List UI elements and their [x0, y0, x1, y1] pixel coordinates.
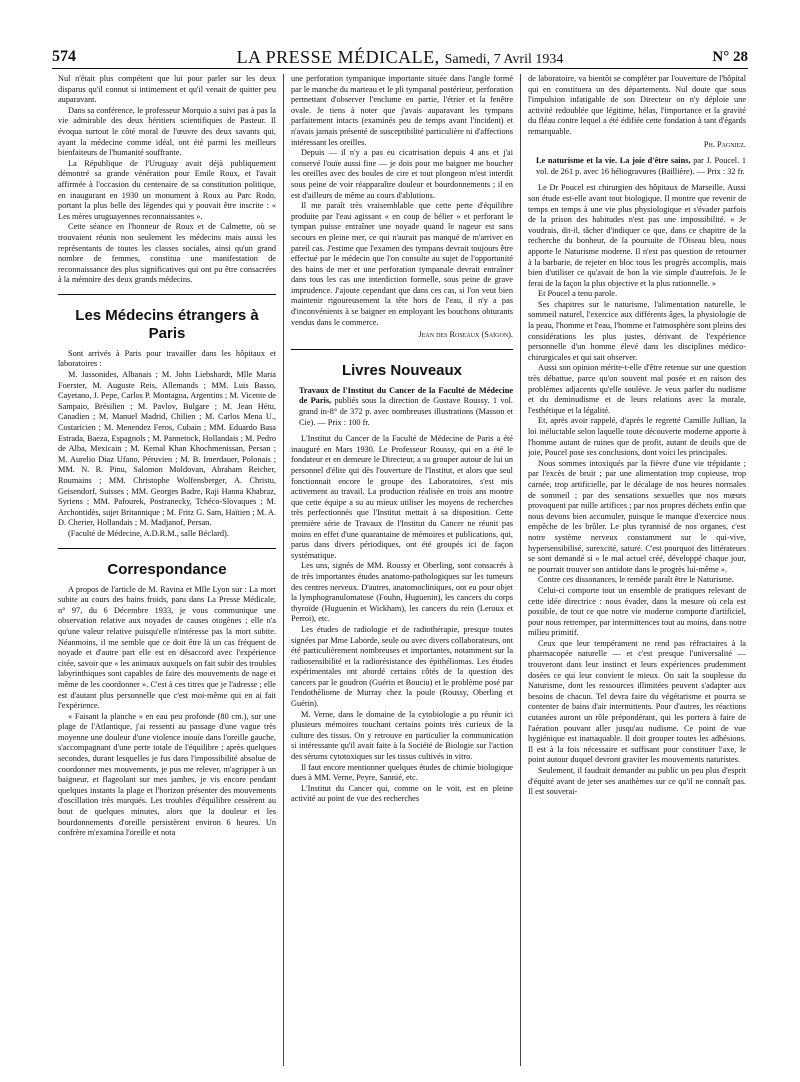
paragraph: Les études de radiologie et de radiothérapie, presque toutes signées par Mme Laborde, seule ou avec divers collaborateurs, ont été particulièrement nombreuses et importantes, notamment sur la radiosensibilité et la radiorésistance des épithéliomas. Les études expérimentales ont abordé certains côtés de la question des cancers par le goudron (Guérin et Bouciu) et le problème posé par l'endothéliome de Murray chez la poule (Roussy, Oberling et Guérin).: [291, 624, 513, 709]
paragraph: Les uns, signés de MM. Roussy et Oberling, sont consacrés à de très importantes études anatomo-pathologiques sur les tumeurs des centres nerveux. D'autres, anatomocliniques, ont eu pour objet la lymphogranulomatose (Fouhn, Huguenin), les cancers du corps thyroïde (Huguenin et Wickham), les cancers du rein (Leroux et Perroi), etc.: [291, 561, 513, 624]
paragraph: « Faisant la planche » en eau peu profonde (80 cm.), sur une plage de l'Atlantique, j'ai ressenti au passage d'une vague très moyenne une douleur d'une violence inouïe dans l'oreille gauche, s'accompagnant d'une perte totale de l'équilibre ; après quelques secondes, durant lesquelles je fus dans l'impossibilité absolue de coordonner mes mouvements, je pus me relever, m'agripper à un baigneur, et flageolant sur mes jambes, je vis encore pendant quelques instants la plage et l'horizon présenter des mouvements d'oscillation très marqués. Les troubles d'équilibre cessèrent au bout de quelques minutes, alors que la douleur et les bourdonnements d'oreille persistèrent environ 6 heures. Un confrère m'examina l'oreille et nota: [58, 711, 276, 838]
column-divider: [283, 74, 284, 1066]
paragraph: L'Institut du Cancer de la Faculté de Médecine de Paris a été inauguré en Mars 1930. Le Professeur Roussy, qui en a été le fondateur et en demeure le Directeur, a su grouper autour de lui un personnel d'élite qui dès l'ouverture de l'Institut, et alors que seul fonctionnait encore le groupe des Laboratoires, s'est mis activement au travail. La production réalisée en trois ans montre que cette équipe a su au mieux utiliser les moyens de recherches très perfectionnés que l'Institut mettait à sa disposition. Cette première série de Travaux de l'Institut du Cancer ne réunit pas moins en effet d'une quarantaine de mémoires et publications, qui, parus dans divers périodiques, ont été groupés ici de façon systématique.: [291, 434, 513, 560]
issue-number: N° 28: [712, 48, 748, 65]
paragraph: Ceux que leur tempérament ne rend pas réfractaires à la pharmacopée naturelle — et c'est presque l'universalité — trouveront dans leur instinct et leurs expériences prudemment dosées ce qui leur convient le mieux. On sait la souplesse du Naturisme, dont les ressources illimitées peuvent s'adapter aux besoins de chacun. Tel devra faire du végétarisme et pourra se contenter de bains d'air intermittents. Pour d'autres, les réactions cutanées auront un rôle prépondérant, qui les portera à faire de l'aération pouvant aller jusqu'au nudisme. Ce point de vue hygiénique est inattaquable. Il doit grouper toutes les adhésions. Il est à la fois nécessaire et suffisant pour constituer l'axe, le point autour duquel devront graviter les mouvements naturistes.: [528, 638, 746, 765]
page-header: [52, 46, 748, 69]
book-meta: par J. Poucel. 1 vol. de 261 p. avec 16 héliogravures (Baillière). — Prix : 32 fr.: [536, 156, 746, 176]
paragraph: A propos de l'article de M. Ravina et Mlle Lyon sur : La mort subite au cours des bains froids, paru dans La Presse Médicale, n° 97, du 6 Décembre 1933, je vous communique une observation relative aux noyades de causes otogènes ; elle n'a qu'une valeur relative puisqu'elle n'intéresse pas la mort subite. Néanmoins, il me semble que ce doit être là un cas fréquent de noyade et d'autre part elle est en désaccord avec l'expérience citée, savoir que « les animaux auxquels on fait subir des troubles labyrinthiques sont capables de faire des mouvements de nage et même de les coordonner ». C'est à ces titres que je l'adresse ; elle est d'autant plus personnelle que c'est moi-même qui en ai fait l'expérience.: [58, 584, 276, 711]
paragraph: une perforation tympanique importante située dans l'angle formé par le manche du marteau et le pli tympanal postérieur, perforation permettant d'observer l'enclume en partie, l'étrier et la fenêtre ovale. Je tiens à noter que j'avais auparavant les tympans parfaitement intacts (examinés peu de temps avant l'incident) et n'avais jamais présenté de susceptibilité particulière ni d'affections intéressant les oreilles.: [291, 74, 513, 147]
book-entry: [528, 156, 746, 177]
paragraph: Il me paraît très vraisemblable que cette perte d'équilibre produite par l'eau agissant « en coup de bélier » et perforant le tympan puisse entraîner une noyade quand le nageur est sans secours en pleine mer, ce qui n'aurait pas manqué de m'arriver en pareil cas. J'estime que l'examen des tympans devrait toujours être effectué par le médecin que l'on consulte au sujet de l'opportunité des bains de mer et une perforation tympanale devrait entraîner dans tous les cas une interdiction formelle, sous peine de grave imprudence. J'ajoute cependant que dans ces cas, si l'on veut bien maintenir rigoureusement la tête hors de l'eau, il n'y a pas d'inconvénients à se baigner en employant les bouchons obturants vendus dans le commerce.: [291, 201, 513, 327]
paragraph: Et, après avoir rappelé, d'après le regretté Camille Jullian, la loi inéluctable selon laquelle toute découverte moderne apporte à l'homme autant de ruines que de profit, autant de deuils que de joie, Poucel pose ses conclusions, dont voici les principales.: [528, 416, 746, 458]
paragraph: Nous sommes intoxiqués par la fièvre d'une vie trépidante ; par l'excès de bruit ; par une alimentation trop copieuse, trop carnée, trop artificielle, par le décalage de nos heures normales de sommeil ; par des sensations sexuelles que nos mœurs provoquent par mille artifices ; par nos propres déchets enfin que nous devons bien accumuler, puisque le manque d'exercice nous empêche de les brûler. Le plus tyrannisé de nos organes, c'est notre système nerveux constamment sur le qui-vive, hypersensibilisé, surexcité, saturé. C'est pourquoi des littérateurs se sont demandé si « le mal actuel créé, développé chaque jour, ne pourrait trouver son antidote dans le progrès lui-même ».: [528, 458, 746, 574]
section-heading: Correspondance: [58, 548, 276, 579]
book-entry: [291, 386, 513, 428]
column-1: [58, 74, 276, 1066]
paragraph: Cette séance en l'honneur de Roux et de Calmette, où se trouvaient réunis non seulement les médecins mais aussi les représentants de toutes les classes sociales, ainsi qu'un grand nombre de femmes, constitua une manifestation de reconnaissance des plus significatives qui ont pu être consacrées à la mémoire des deux grands médecins.: [58, 222, 276, 285]
paragraph: Contre ces dissonances, le remède paraît être le Naturisme.: [538, 575, 734, 585]
book-meta: publiés sous la direction de Gustave Roussy. 1 vol. grand in-8° de 372 p. avec nombreuses illustrations (Masson et Cie). — Prix : 100 fr.: [299, 396, 513, 427]
signature: Jean des Roseaux (Saïgon).: [418, 330, 513, 340]
journal-title: [122, 47, 678, 68]
paragraph: Depuis — il n'y a pas eu cicatrisation depuis 4 ans et j'ai conservé l'ouïe aussi fine — je dois pour me baigner me boucher les oreilles avec des boules de cire et tout plongeon m'est interdit sous peine de voir réapparaître douleur et bourdonnements ; il en est d'ailleurs de même au cours d'ablutions.: [291, 148, 513, 200]
book-title: Le naturisme et la vie. La joie d'être sains,: [536, 156, 691, 166]
paragraph: Dans sa conférence, le professeur Morquio a suivi pas à pas la vie admirable des deux héritiers scientifiques de Pasteur. Il évoqua surtout le côté moral de l'œuvre des deux savants qui, ayant la médecine comme idéal, ont été parmi les meilleurs bienfaiteurs de l'humanité souffrante.: [58, 105, 276, 158]
paragraph: Et Poucel a tenu parole.: [538, 289, 618, 299]
paragraph: de laboratoire, va bientôt se compléter par l'ouverture de l'hôpital qui en constituera un des départements. Nul doute que sous l'impulsion infatigable de son Directeur on n'y déploie une activité redoublée que légitime, hélas, l'importance et la gravité du fléau contre lequel a été édifiée cette fondation à tant d'égards remarquable.: [528, 74, 746, 136]
paragraph: Il faut encore mentionner quelques études de chimie biologique dues à MM. Verne, Peyre, Sannié, etc.: [291, 762, 513, 783]
paragraph: L'Institut du Cancer qui, comme on le voit, est en pleine activité au point de vue des recherches: [291, 783, 513, 804]
paragraph: Le Dr Poucel est chirurgien des hôpitaux de Marseille. Aussi son étude est-elle avant tout biologique. Il montre que revenir de temps en temps à une vie plus physiologique et s'évader parfois de la prison des habitudes n'est pas une impossibilité. « Je voudrais, dit-il, tâcher d'indiquer ce que, dans ce chapitre de la recherche du bonheur, de la poursuite de l'Oiseau bleu, nous apporte le Naturisme moderne. Il n'est pas question de retourner à la barbarie, de rejeter en bloc tous les progrès accomplis, mais bien d'utiliser ce qu'avait de bon la vie simple d'autrefois. Je le ferai de la façon la plus objective et la plus rationnelle. »: [528, 183, 746, 288]
paragraph: Nul n'était plus compétent que lui pour parler sur les deux disparus qu'il connut si intimement et qu'il venait de quitter peu auparavant.: [58, 74, 276, 105]
physician-list: M. Jassonides, Albanais ; M. John Liebshardt, Mlle Maria Foerster, M. Auguste Reis, Allemands ; MM. Luis Basso, Cayetano, J. Pepe, Carlos P. Montagna, Argentins ; M. Vicente de Sampaio, Brésilien ; M. Pavlov, Bulgare ; M. Jean Hétu, Canadien ; M. Manuel Madrid, Chilien ; M. Carlos Mena U., Costaricien ; M. Menendez Feros, Cubain ; MM. Eduardo Basa Estrada, Baeza, Espagnols ; M. Pannetock, Hollandais ; M. Pedro de Alba, Mexicain ; M. Kemal Khan Khochmenissan, Persan ; M. Aurelio Diaz Ufano, Péruvien ; M. B. Imerdauer, Polonais ; MM. N. R. Pinu, Salomon Moldovan, Abraham Reicher, Roumains ; MM. Christophe Wolfensberger, A. Christu, Geisendorf, Suisses ; MM. Georges Badre, Raji Hanna Khabraz, Syriens ; MM. Pafourek, Postranecky, Tchéco-Slovaques ; M. Archontidès, sujet Britannique ; M. Fritz G. Sam, Haïtien ; M. A. D. Cherier, Hollandais ; M. Madjanof, Persan.: [58, 370, 276, 528]
signature: Ph. Pagniez.: [703, 139, 746, 149]
paragraph: Celui-ci comporte tout un ensemble de pratiques relevant de cette idée directrice : nous évader, dans la mesure où cela est possible, de tout ce que notre vie moderne comporte d'artificiel, pour nous retremper, par intermittences tout au moins, dans notre milieu primitif.: [528, 585, 746, 638]
paragraph: Sont arrivés à Paris pour travailler dans les hôpitaux et laboratoires :: [58, 348, 276, 369]
column-divider: [520, 74, 521, 1066]
paragraph: Seulement, il faudrait demander au public un peu plus d'esprit d'équité avant de jeter ses anathèmes sur ce qu'il ne connaît pas. Il est souverai-: [528, 766, 746, 797]
section-heading: Livres Nouveaux: [291, 349, 513, 380]
section-heading: Les Médecins étrangers à Paris: [58, 294, 276, 343]
paragraph: (Faculté de Médecine, A.D.R.M., salle Béclard).: [68, 528, 229, 538]
issue-date: Samedi, 7 Avril 1934: [444, 51, 564, 67]
paragraph: La République de l'Uruguay avait déjà publiquement démontré sa grande vénération pour Emile Roux, et l'avait affirmée à l'occasion du centenaire de sa constitution politique, en inaugurant en 1930 un monument à Roux au Parc Rodo, portant la plus belle des légendes qui y pouvait être inscrite : « Les mères uruguayennes reconnaissantes ».: [58, 158, 276, 221]
column-3: [528, 74, 746, 1066]
book-title: Travaux de l'Institut du Cancer de la Faculté de Médecine de Paris,: [299, 385, 513, 406]
column-2: [291, 74, 513, 1066]
journal-name: LA PRESSE MÉDICALE,: [236, 46, 440, 67]
page-number: 574: [52, 48, 76, 65]
paragraph: Aussi son opinion mérite-t-elle d'être retenue sur une question très débattue, parce qu'on souvent mal posée et en raison des problèmes adjacents qu'elle soulève. Je veux parler du nudisme et du deminudisme et de leurs relations avec la morale, l'esthétique et la légalité.: [528, 363, 746, 415]
paragraph: Ses chapitres sur le naturisme, l'alimentation naturelle, le sommeil naturel, l'exercice aux différents âges, la physiologie de la peau, l'homme et l'eau, l'homme et l'atmosphère sont pleins des considérations les plus justes, dérivant de l'expérience personnelle d'un homme élevé dans les disciplines médico-chirurgicales et qui sait observer.: [528, 299, 746, 362]
paragraph: M. Verne, dans le domaine de la cytobiologie a pu réunir ici plusieurs mémoires touchant certains points très curieux de la culture des tissus. On y retrouve en particulier la communication si intéressante qu'il avait faite à la Société de Biologie sur l'action des sérums cytotoxiques sur les tissus cultivés in vitro.: [291, 709, 513, 762]
